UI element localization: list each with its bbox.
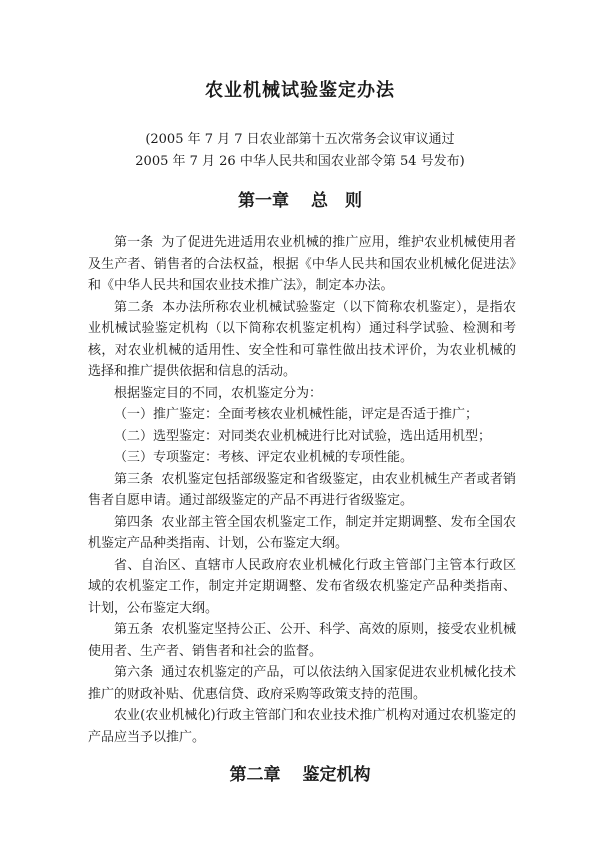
article-1 <box>88 232 516 297</box>
article-text: 为了促进先进适用农业机械的推广应用，维护农业机械使用者及生产者、销售者的合法权益，根据《中华人民共和国农业机械化促进法》和《中华人民共和国农业技术推广法》，制定本办法。 <box>88 235 516 293</box>
chapter-name: 总 则 <box>311 191 362 211</box>
paragraph-provincial: 省、自治区、直辖市人民政府农业机械化行政主管部门主管本行政区域的农机鉴定工作，制定并定期调整、发布省级农机鉴定产品种类指南、计划，公布鉴定大纲。 <box>88 557 516 616</box>
article-text: 农机鉴定坚持公正、公开、科学、高效的原则，接受农业机械使用者、生产者、销售者和社会的监督。 <box>88 622 516 659</box>
list-item: （一）推广鉴定：全面考核农业机械性能，评定是否适于推广； <box>114 407 479 422</box>
paragraph-promotion: 农业(农业机械化)行政主管部门和农业技术推广机构对通过农机鉴定的产品应当予以推广。 <box>88 708 516 745</box>
source-note-line-1: (2005 年 7 月 7 日农业部第十五次常务会议审议通过 <box>145 132 455 147</box>
list-item: （三）专项鉴定：考核、评定农业机械的专项性能。 <box>114 450 414 465</box>
chapter-1-heading <box>0 186 600 211</box>
chapter-1-body <box>88 232 516 748</box>
list-item: （二）选型鉴定：对同类农业机械进行比对试验，选出适用机型； <box>114 428 492 444</box>
article-label: 第五条 <box>114 622 154 637</box>
article-text: 农机鉴定包括部级鉴定和省级鉴定，由农业机械生产者或者销售者自愿申请。通过部级鉴定的产品不再进行省级鉴定。 <box>88 471 516 508</box>
article-3 <box>88 469 516 512</box>
article-label: 第二条 <box>114 299 155 315</box>
chapter-number: 第一章 <box>238 191 289 211</box>
paragraph-classification-intro: 根据鉴定目的不同，农机鉴定分为： <box>114 385 323 401</box>
chapter-name: 鉴定机构 <box>302 765 371 785</box>
article-4 <box>88 512 516 555</box>
chapter-2-heading <box>0 760 600 785</box>
article-label: 第一条 <box>114 235 154 250</box>
article-6 <box>88 662 516 705</box>
article-text: 通过农机鉴定的产品，可以依法纳入国家促进农业机械化技术推广的财政补贴、优惠信贷、政府采购等政策支持的范围。 <box>88 665 516 702</box>
article-2 <box>88 297 516 383</box>
article-text: 农业部主管全国农机鉴定工作，制定并定期调整、发布全国农机鉴定产品种类指南、计划，公布鉴定大纲。 <box>88 514 516 551</box>
article-label: 第三条 <box>114 471 154 487</box>
article-label: 第四条 <box>114 514 154 530</box>
document-title: 农业机械试验鉴定办法 <box>205 80 395 101</box>
chapter-number: 第二章 <box>229 765 281 785</box>
article-label: 第六条 <box>114 665 154 680</box>
article-text: 本办法所称农业机械试验鉴定（以下简称农机鉴定），是指农业机械试验鉴定机构（以下简称农机鉴定机构）通过科学试验、检测和考核，对农业机械的适用性、安全性和可靠性做出技术评价，为农业机械的选择和推广提供依据和信息的活动。 <box>88 299 516 379</box>
source-note-line-2: 2005 年 7 月 26 中华人民共和国农业部令第 54 号发布) <box>135 154 465 169</box>
article-5 <box>88 619 516 662</box>
